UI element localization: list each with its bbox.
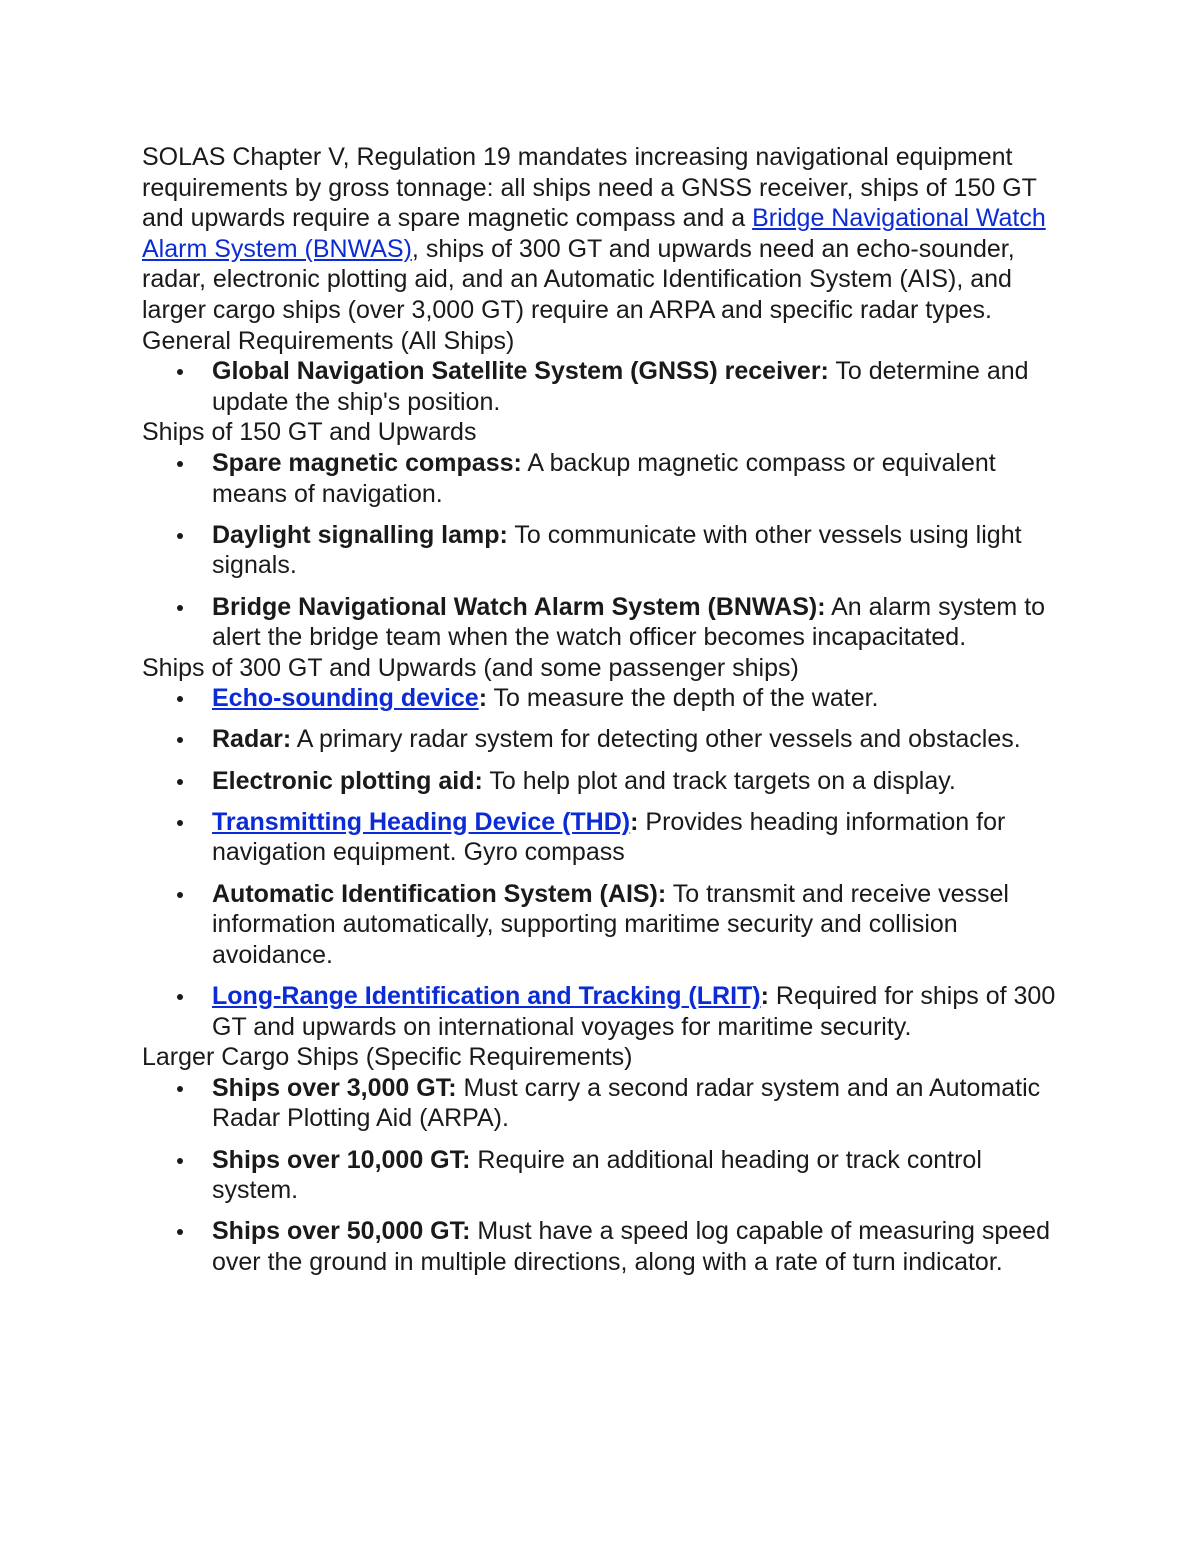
list-300gt bbox=[142, 683, 1067, 1042]
lrit-link[interactable]: Long-Range Identification and Tracking (LRIT) bbox=[212, 982, 761, 1010]
section-heading-cargo: Larger Cargo Ships (Specific Requirements) bbox=[142, 1043, 633, 1072]
item-term: Radar: bbox=[212, 725, 292, 754]
list-item bbox=[142, 981, 1067, 1042]
list-item bbox=[142, 1216, 1067, 1277]
item-desc: A backup magnetic compass or equivalent means of navigation. bbox=[212, 448, 996, 508]
document-page bbox=[142, 142, 1067, 1278]
list-item bbox=[142, 807, 1067, 868]
item-term: : bbox=[630, 807, 639, 836]
intro-text-start: SOLAS Chapter V, Regulation 19 mandates increasing navigational equipment requirements by gross tonnage: all ships need a GNSS receiver, ships of 150 GT and upwards require a spare magnetic compass and a bbox=[142, 143, 1037, 233]
item-term: : bbox=[760, 982, 769, 1010]
thd-link[interactable]: Transmitting Heading Device (THD) bbox=[212, 807, 631, 836]
item-desc: To transmit and receive vessel information automatically, supporting maritime security and collision avoidance. bbox=[212, 879, 1009, 969]
item-desc: Must have a speed log capable of measuring speed over the ground in multiple directions, along with a rate of turn indicator. bbox=[212, 1217, 1050, 1276]
section-heading-150gt: Ships of 150 GT and Upwards bbox=[142, 418, 477, 447]
list-item bbox=[142, 766, 1067, 797]
list-cargo bbox=[142, 1073, 1067, 1278]
list-item bbox=[142, 1073, 1067, 1134]
item-term: Daylight signalling lamp: bbox=[212, 520, 508, 549]
item-desc: Provides heading information for navigation equipment. Gyro compass bbox=[212, 807, 1006, 867]
intro-text-end: , ships of 300 GT and upwards need an echo-sounder, radar, electronic plotting aid, and an Automatic Identification System (AIS), and larger cargo ships (over 3,000 GT) require an ARPA and specific radar types. bbox=[142, 234, 1015, 324]
item-term: Global Navigation Satellite System (GNSS) receiver: bbox=[212, 357, 829, 386]
item-desc: Required for ships of 300 GT and upwards on international voyages for maritime security. bbox=[212, 982, 1056, 1041]
item-desc: An alarm system to alert the bridge team when the watch officer becomes incapacitated. bbox=[212, 592, 1046, 652]
list-item bbox=[142, 520, 1067, 581]
list-item bbox=[142, 724, 1067, 755]
item-term: Spare magnetic compass: bbox=[212, 448, 522, 477]
echo-sounding-link[interactable]: Echo-sounding device bbox=[212, 684, 479, 713]
item-term: Automatic Identification System (AIS): bbox=[212, 879, 667, 908]
item-term: Ships over 50,000 GT: bbox=[212, 1217, 471, 1246]
item-desc: Require an additional heading or track control system. bbox=[212, 1145, 982, 1205]
item-term: Ships over 3,000 GT: bbox=[212, 1073, 457, 1102]
item-desc: To help plot and track targets on a display. bbox=[482, 766, 956, 795]
list-item bbox=[142, 448, 1067, 509]
item-desc: To measure the depth of the water. bbox=[487, 684, 879, 713]
bnwas-link[interactable]: Bridge Navigational Watch Alarm System (BNWAS) bbox=[142, 204, 1046, 263]
list-150gt bbox=[142, 448, 1067, 653]
list-item bbox=[142, 683, 1067, 714]
item-term: : bbox=[478, 684, 488, 713]
section-heading-general: General Requirements (All Ships) bbox=[142, 326, 515, 355]
list-item bbox=[142, 356, 1067, 417]
item-term: Bridge Navigational Watch Alarm System (BNWAS): bbox=[212, 592, 826, 621]
item-term: Electronic plotting aid: bbox=[212, 766, 483, 795]
list-item bbox=[142, 1145, 1067, 1206]
list-general bbox=[142, 356, 1067, 417]
section-heading-300gt: Ships of 300 GT and Upwards (and some passenger ships) bbox=[142, 653, 799, 682]
intro-paragraph bbox=[142, 142, 1067, 326]
item-term: Ships over 10,000 GT: bbox=[212, 1145, 471, 1174]
item-desc: To determine and update the ship's position. bbox=[212, 357, 1029, 416]
item-desc: A primary radar system for detecting other vessels and obstacles. bbox=[291, 725, 1021, 754]
item-desc: Must carry a second radar system and an Automatic Radar Plotting Aid (ARPA). bbox=[212, 1073, 1041, 1133]
item-desc: To communicate with other vessels using light signals. bbox=[212, 520, 1022, 580]
list-item bbox=[142, 592, 1067, 653]
list-item bbox=[142, 879, 1067, 971]
